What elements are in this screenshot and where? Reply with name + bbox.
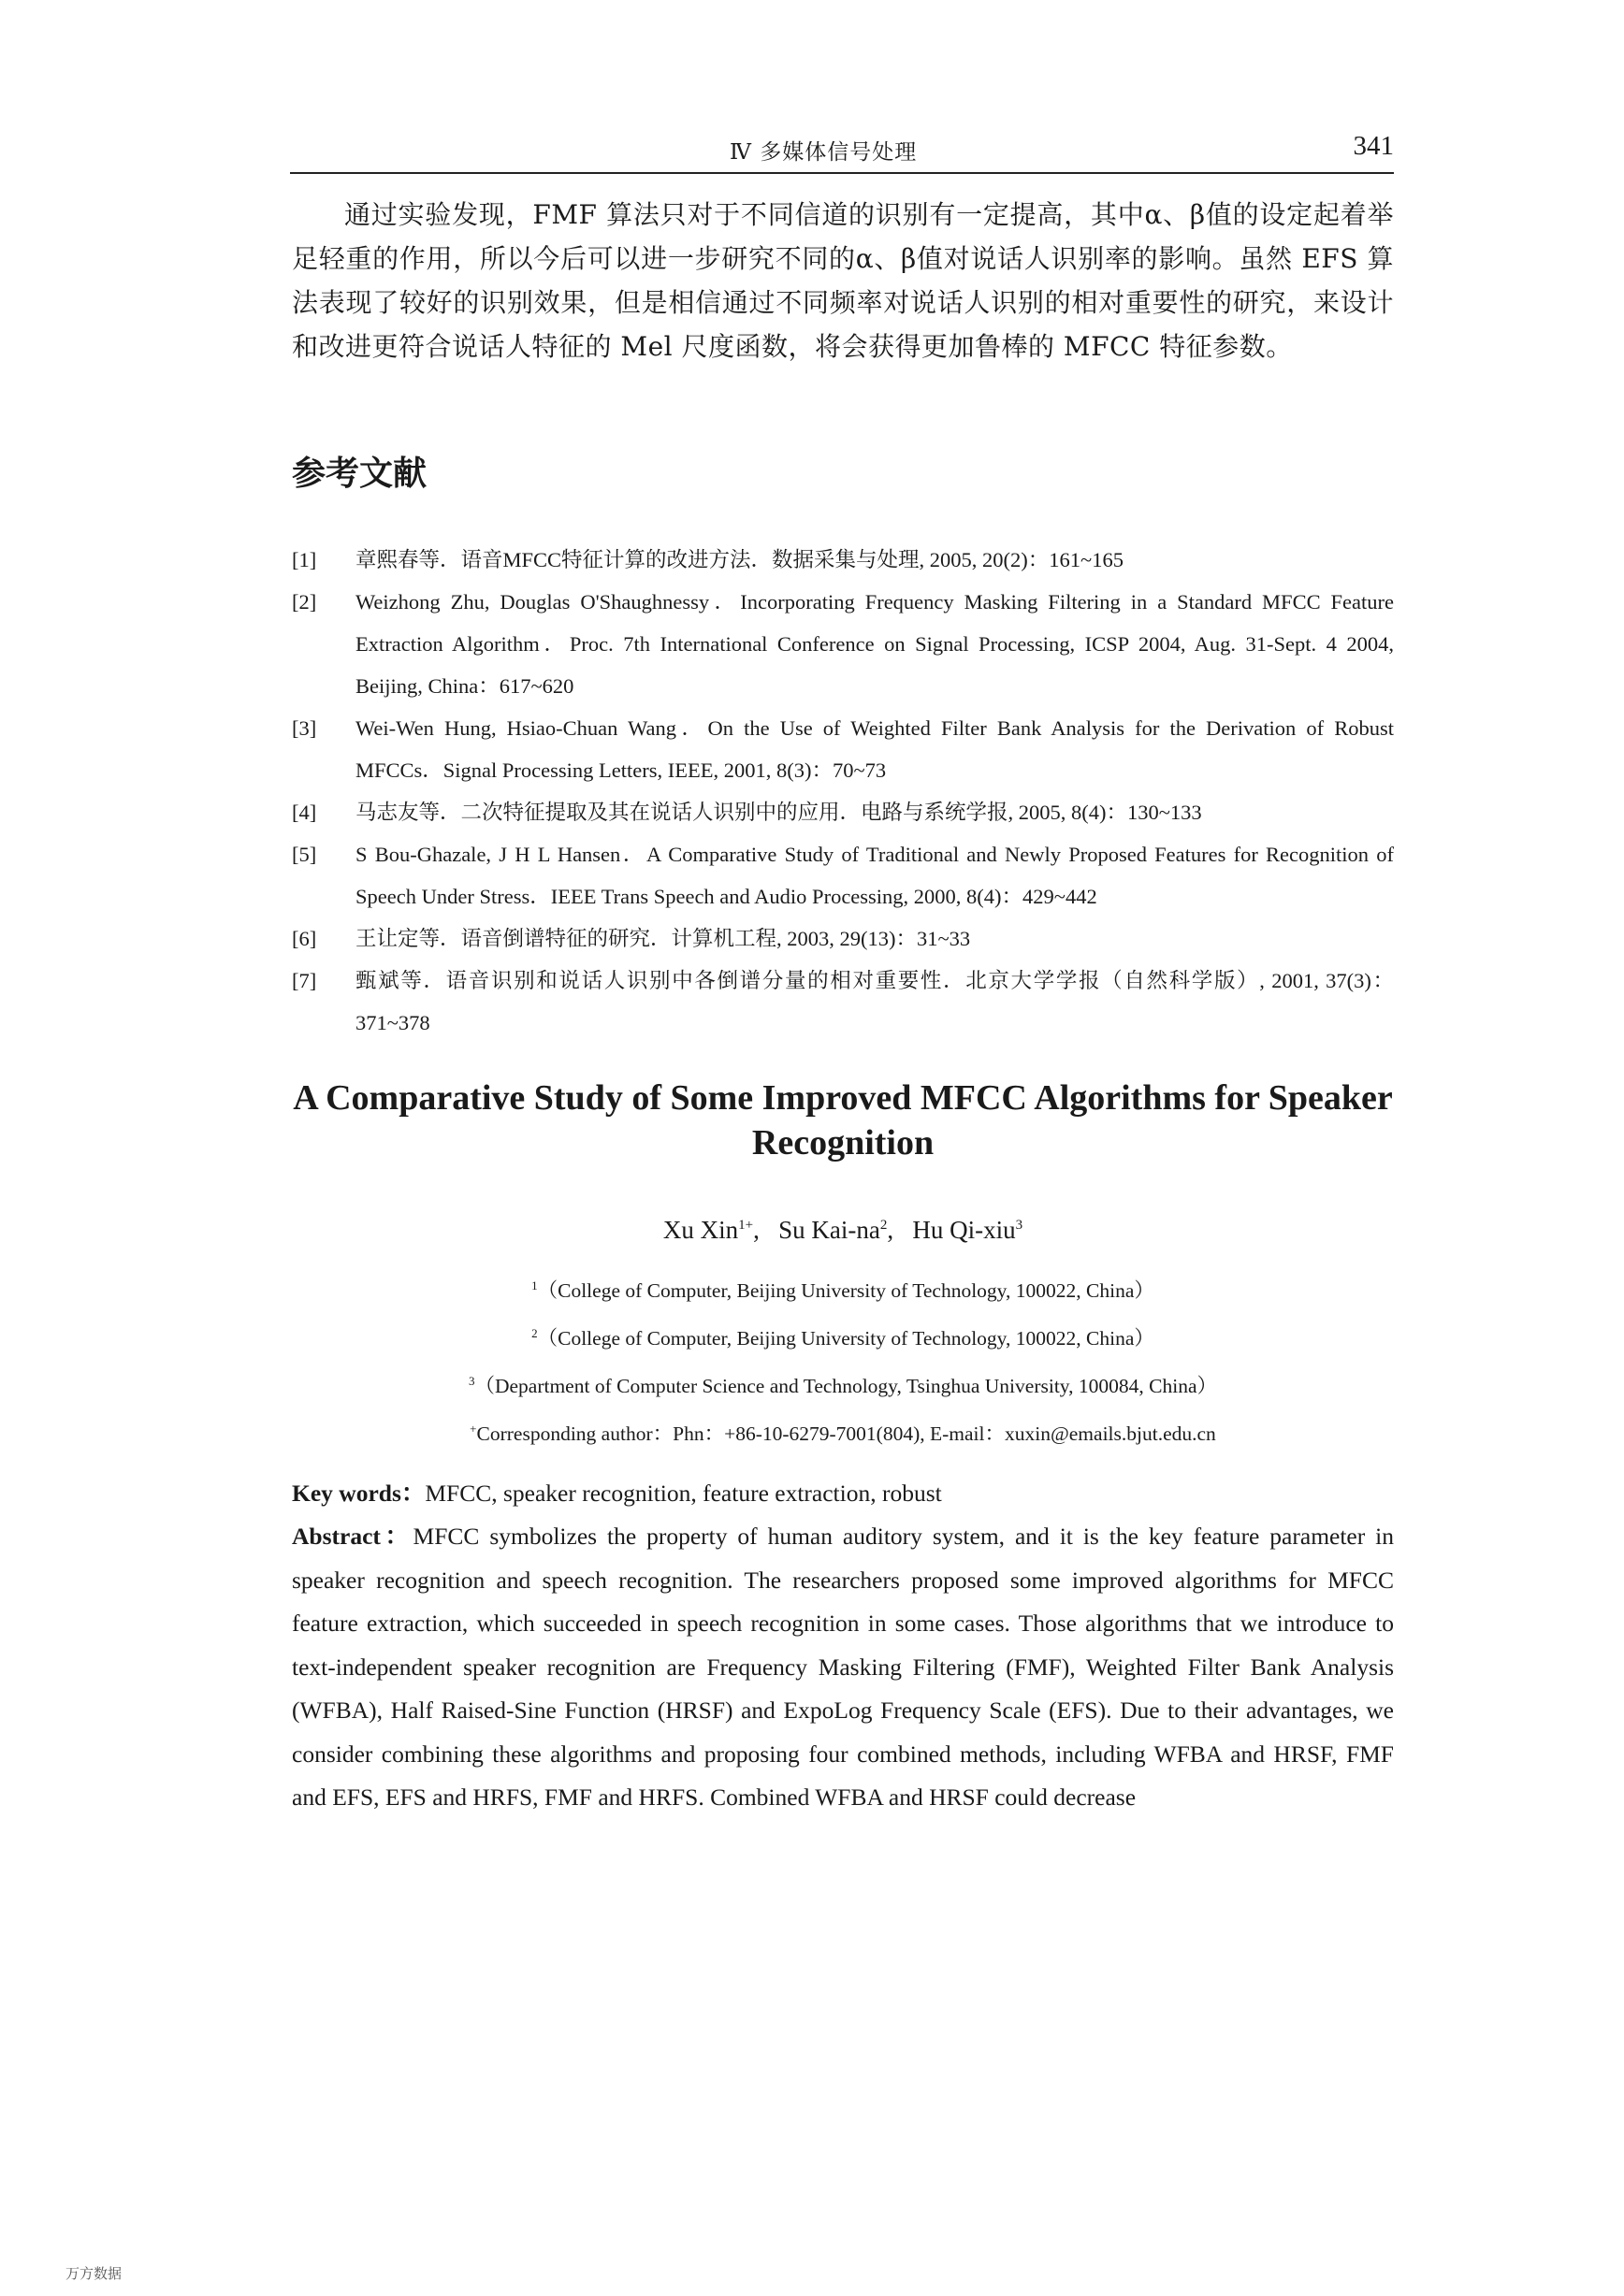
author-name: Su Kai-na [778, 1216, 880, 1244]
author-affil-mark: 2 [879, 1218, 888, 1233]
keywords-text: MFCC, speaker recognition, feature extraction, robust [425, 1480, 942, 1507]
reference-number: [6] [292, 927, 317, 950]
affiliation-mark: 1 [531, 1278, 538, 1292]
author-list: Xu Xin$^{1+}$, Su Kai-$na^2$, Hu Qi-xiu$^3$ [662, 1216, 1023, 1244]
reference-item [292, 539, 1394, 581]
reference-text: 马志友等．二次特征提取及其在说话人识别中的应用．电路与系统学报, 2005, 8(4)：130~133 [355, 801, 1202, 824]
english-title: A Comparative Study of Some Improved MFCC Algorithms for Speaker Recognition [293, 1078, 1393, 1162]
reference-number: [1] [292, 548, 317, 571]
author-affil-mark: 3 [1015, 1218, 1023, 1233]
affiliation [292, 1360, 1394, 1408]
affiliation [292, 1312, 1394, 1360]
reference-list [292, 539, 1394, 1044]
reference-text: Weizhong Zhu, Douglas O'Shaughnessy．Incorporating Frequency Masking Filtering in a Standard MFCC Feature Extraction Algorithm．Proc. 7th International Conference on Signal Processing, ICSP 2004, Aug. 31-Sept. 4 2004, Beijing, China：617~620 [355, 590, 1394, 698]
keywords-label: Key words： [292, 1480, 426, 1507]
references-heading: 参考文献 [292, 455, 428, 493]
reference-item [292, 791, 1394, 833]
affiliation [292, 1264, 1394, 1312]
keywords [292, 1472, 1394, 1515]
reference-number: [4] [292, 801, 317, 824]
section-title: Ⅳ 多媒体信号处理 [730, 140, 918, 165]
reference-item [292, 917, 1394, 960]
reference-text: Wei-Wen Hung, Hsiao-Chuan Wang．On the Use of Weighted Filter Bank Analysis for the Derivation of Robust MFCCs．Signal Processing Letters, IEEE, 2001, 8(3)：70~73 [355, 716, 1394, 782]
abstract-label: Abstract： [292, 1523, 413, 1550]
reference-text: 王让定等．语音倒谱特征的研究．计算机工程, 2003, 29(13)：31~33 [355, 927, 971, 950]
reference-text: 甄斌等．语音识别和说话人识别中各倒谱分量的相对重要性．北京大学学报（自然科学版）, 2001, 37(3)：371~378 [355, 969, 1394, 1034]
author-affil-mark: 1+ [738, 1218, 754, 1233]
reference-text: S Bou-Ghazale, J H L Hansen．A Comparative Study of Traditional and Newly Proposed Features for Recognition of Speech Under Stress．IEEE Trans Speech and Audio Processing, 2000, 8(4)：429~442 [355, 843, 1394, 908]
abstract-text: MFCC symbolizes the property of human auditory system, and it is the key feature parameter in speaker recognition and speech recognition. The researchers proposed some improved algorithms for MFCC feature extraction, which succeeded in speech recognition in some cases. Those algorithms that we introduce to text-independent speaker recognition are Frequency Masking Filtering (FMF), Weighted Filter Bank Analysis (WFBA), Half Raised-Sine Function (HRSF) and ExpoLog Frequency Scale (EFS). Due to their advantages, we consider combining these algorithms and proposing four combined methods, including WFBA and HRSF, FMF and EFS, EFS and HRFS, FMF and HRFS. Combined WFBA and HRSF could decrease [292, 1523, 1395, 1811]
author-name: Hu Qi-xiu [912, 1216, 1016, 1244]
watermark: 万方数据 [65, 2265, 123, 2282]
affiliation-text: （College of Computer, Beijing University of Technology, 100022, China） [537, 1279, 1154, 1303]
reference-number: [7] [292, 969, 317, 992]
corresponding-author [292, 1408, 1394, 1455]
affiliation-mark: 2 [531, 1326, 538, 1341]
reference-text: 章熙春等．语音MFCC特征计算的改进方法．数据采集与处理, 2005, 20(2)：161~165 [355, 548, 1124, 571]
conclusion-paragraph: 通过实验发现，FMF 算法只对于不同信道的识别有一定提高，其中α、β值的设定起着举足轻重的作用，所以今后可以进一步研究不同的α、β值对说话人识别率的影响。虽然 EFS 算法表现了较好的识别效果，但是相信通过不同频率对说话人识别的相对重要性的研究，来设计和改进更符合说话人特征的 Mel 尺度函数，将会获得更加鲁棒的 MFCC 特征参数。 [292, 199, 1394, 362]
affiliation-list [292, 1264, 1394, 1456]
running-header [290, 133, 1394, 174]
page-number: 341 [1353, 131, 1394, 161]
affiliation-text: （College of Computer, Beijing University of Technology, 100022, China） [537, 1327, 1154, 1350]
affiliation-text: （Department of Computer Science and Technology, Tsinghua University, 100084, China） [474, 1375, 1218, 1398]
abstract [292, 1515, 1394, 1820]
reference-item [292, 581, 1394, 707]
author-name: Xu Xin [662, 1216, 739, 1244]
reference-number: [2] [292, 590, 317, 614]
reference-item [292, 960, 1394, 1044]
reference-item [292, 707, 1394, 791]
reference-number: [3] [292, 716, 317, 740]
reference-number: [5] [292, 843, 317, 866]
affiliation-mark: 3 [468, 1374, 475, 1389]
reference-item [292, 833, 1394, 917]
corresponding-author-text: Corresponding author：Phn：+86-10-6279-7001(804), E-mail：xuxin@emails.bjut.edu.cn [476, 1422, 1216, 1446]
affiliation-mark: + [470, 1422, 477, 1437]
